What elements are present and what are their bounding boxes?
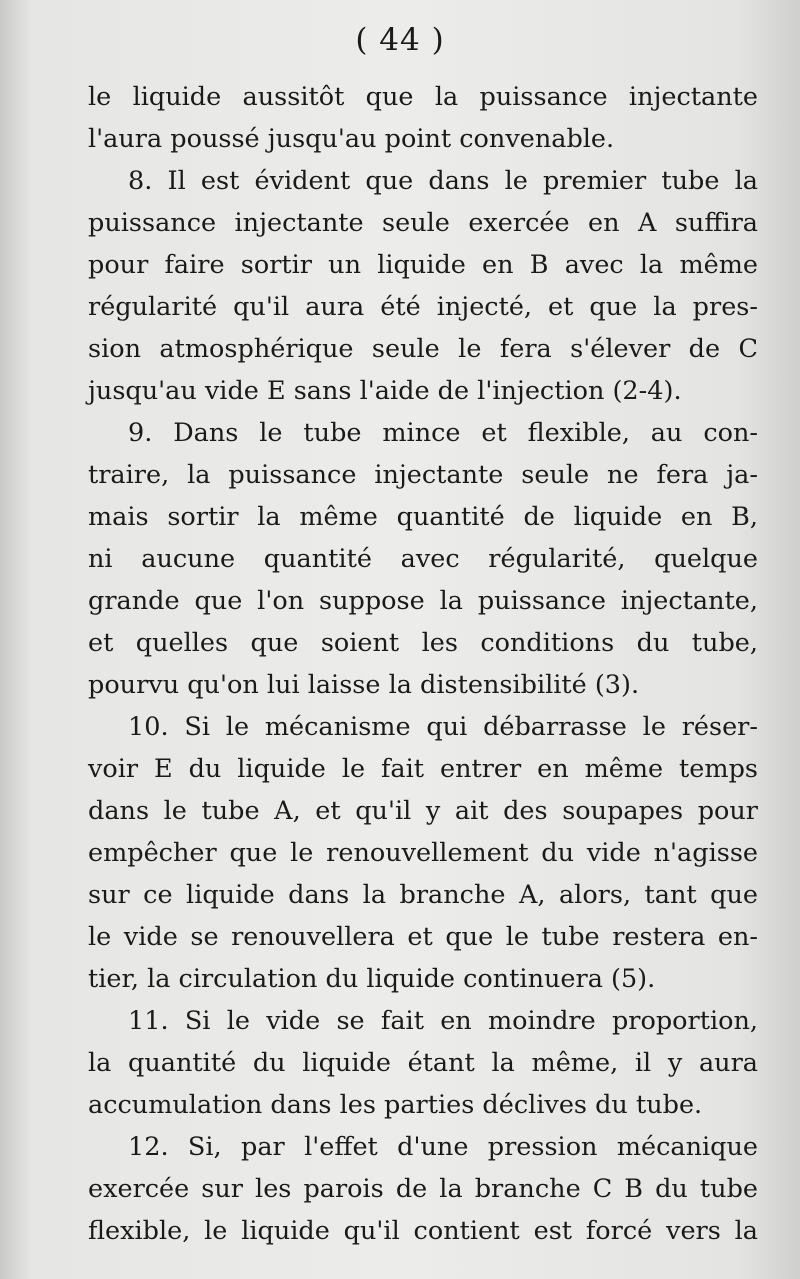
text-line: puissance injectante seule exercée en A suffira [88,208,758,238]
page-number: ( 44 ) [355,22,445,58]
text-line: flexible, le liquide qu'il contient est forcé vers la [88,1216,758,1246]
text-line: exercée sur les parois de la branche C B du tube [88,1174,758,1204]
text-line: grande que l'on suppose la puissance injectante, [88,586,758,616]
paragraph-start-line: 9. Dans le tube mince et flexible, au con- [128,418,758,448]
text-line: ni aucune quantité avec régularité, quelque [88,544,758,574]
text-line: mais sortir la même quantité de liquide en B, [88,502,758,532]
text-line: et quelles que soient les conditions du tube, [88,628,758,658]
text-line: le liquide aussitôt que la puissance injectante [88,82,758,112]
paragraph-start-line: 8. Il est évident que dans le premier tube la [128,166,758,196]
text-line: empêcher que le renouvellement du vide n'agisse [88,838,758,868]
text-line: tier, la circulation du liquide continuera (5). [88,964,656,994]
text-line: pour faire sortir un liquide en B avec la même [88,250,758,280]
paragraph-start-line: 10. Si le mécanisme qui débarrasse le réser- [128,712,758,742]
paragraph-start-line: 12. Si, par l'effet d'une pression mécanique [128,1132,758,1162]
paragraph-start-line: 11. Si le vide se fait en moindre proportion, [128,1006,758,1036]
text-line: pourvu qu'on lui laisse la distensibilité (3). [88,670,640,700]
body-text [88,76,758,1252]
text-line: dans le tube A, et qu'il y ait des soupapes pour [88,796,758,826]
text-line: l'aura poussé jusqu'au point convenable. [88,124,615,154]
text-line: sion atmosphérique seule le fera s'élever de C [88,334,758,364]
text-line: le vide se renouvellera et que le tube restera en- [88,922,758,952]
text-line: jusqu'au vide E sans l'aide de l'injection (2-4). [88,376,682,406]
text-line: la quantité du liquide étant la même, il y aura [88,1048,758,1078]
text-line: régularité qu'il aura été injecté, et que la pres- [88,292,758,322]
text-line: voir E du liquide le fait entrer en même temps [88,754,758,784]
text-line: traire, la puissance injectante seule ne fera ja- [88,460,758,490]
text-line: sur ce liquide dans la branche A, alors, tant que [88,880,758,910]
text-line: accumulation dans les parties déclives du tube. [88,1090,703,1120]
